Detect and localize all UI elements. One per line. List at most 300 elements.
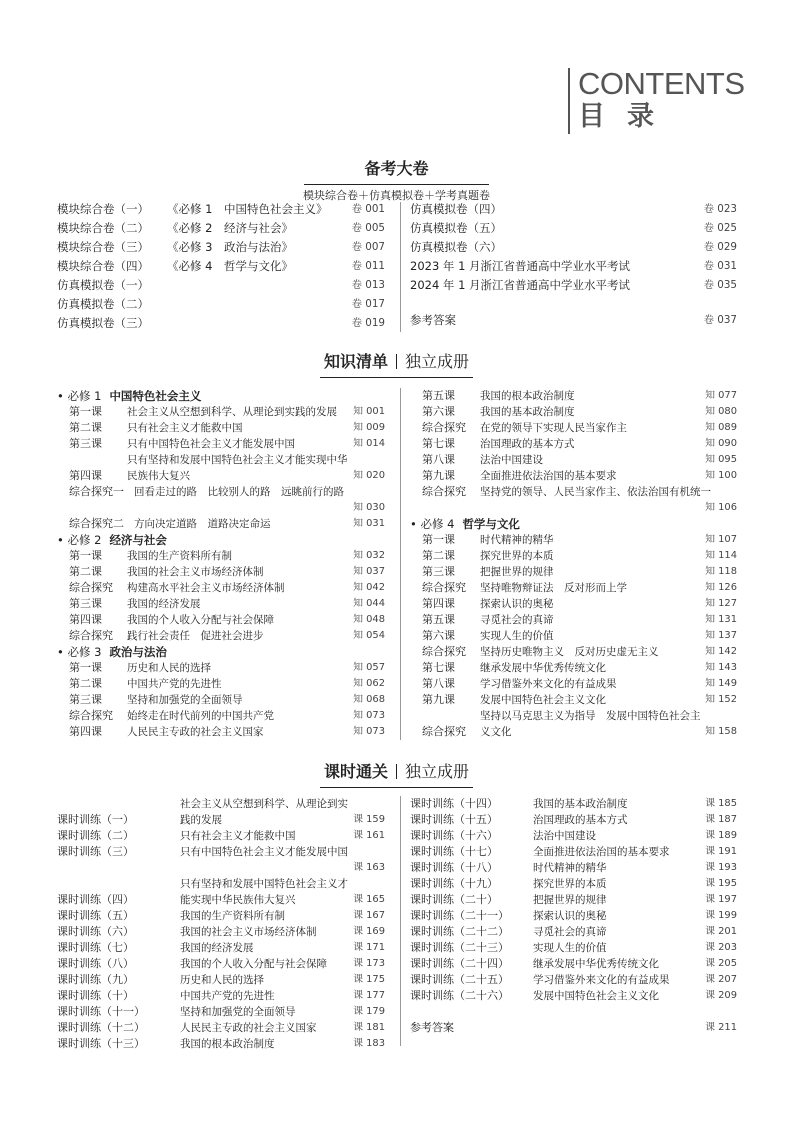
entry-title: 发展中国特色社会主义文化 [480,694,606,706]
page-number: 卷 023 [703,203,737,215]
toc-entry[interactable] [57,612,385,628]
entry-label: 2024 年 1 月浙江省普通高中学业水平考试 [410,278,631,292]
entry-label: 2023 年 1 月浙江省普通高中学业水平考试 [410,259,631,273]
toc-entry[interactable] [410,404,737,420]
toc-entry[interactable] [410,828,737,844]
toc-entry[interactable] [57,548,385,564]
toc-entry[interactable] [410,295,737,311]
entry-label: 第二课 [69,565,102,578]
entry-label: 第七课 [422,661,455,674]
toc-entry[interactable] [410,628,737,644]
toc-entry[interactable] [410,940,737,956]
entry-label: 综合探究 [69,581,113,594]
sec1-left-list [57,200,385,333]
entry-label: 综合探究一 [69,485,124,498]
entry-title: 我国的个人收入分配与社会保障 [180,958,327,970]
page-number: 课 187 [705,814,737,825]
entry-label: 仿真模拟卷（五） [410,221,502,235]
contents-title-en: CONTENTS [578,66,745,101]
entry-title: 回看走过的路 比较别人的路 远眺前行的路 [134,486,344,498]
entry-label: 第一课 [69,661,102,674]
toc-entry[interactable] [57,404,385,420]
entry-label: 第九课 [422,693,455,706]
toc-entry[interactable] [57,436,385,452]
entry-title: 探索认识的奥秘 [533,910,607,922]
page-number: 课 167 [353,910,385,921]
page-number: 课 193 [705,862,737,873]
page-number: 课 207 [705,974,737,985]
toc-entry[interactable] [410,956,737,972]
entry-label: 综合探究 [422,581,466,594]
page-number: 课 171 [353,942,385,953]
entry-title: 《必修 4 哲学与文化》 [167,259,293,273]
page-number: 知 073 [353,710,385,721]
toc-entry[interactable] [57,452,385,484]
toc-entry[interactable] [57,314,385,333]
page-number: 知 014 [353,438,385,449]
column-divider [400,388,401,740]
page-number: 课 175 [353,974,385,985]
page-number: 卷 017 [351,298,385,310]
entry-title: 法治中国建设 [480,454,543,466]
page-number: 课 179 [353,1006,385,1017]
entry-label: 课时训练（十三） [57,1037,145,1050]
section-heading: 备考大卷 [364,159,429,178]
entry-title: 探究世界的本质 [533,878,607,890]
entry-label: 第三课 [69,437,102,450]
page-number: 卷 025 [703,222,737,234]
toc-entry[interactable] [410,484,737,500]
entry-title: 只有中国特色社会主义才能发展中国 [180,846,348,858]
entry-label: 课时训练（十四） [410,797,498,810]
entry-title: 只有坚持和发展中国特色社会主义才能实现中华民族伟大复兴 [180,878,348,906]
page-number: 课 173 [353,958,385,969]
page-number: 卷 001 [351,203,385,215]
entry-label: 参考答案 [410,313,456,327]
module-name: 中国特色社会主义 [109,389,202,403]
entry-label: 第四课 [69,613,102,626]
toc-entry[interactable] [57,708,385,724]
entry-label: 课时训练（二十五） [410,973,509,986]
entry-label: 课时训练（十一） [57,1005,145,1018]
entry-label: 第一课 [69,405,102,418]
toc-entry[interactable] [410,388,737,404]
entry-label: 课时训练（十七） [410,845,498,858]
page-number: 课 169 [353,926,385,937]
page-number: 知 127 [705,598,737,609]
entry-title: 坚持以马克思主义为指导 发展中国特色社会主义文化 [480,710,701,738]
toc-entry[interactable] [410,796,737,812]
entry-label: 综合探究 [422,485,466,498]
entry-title: 寻觅社会的真谛 [533,926,607,938]
entry-title: 我国的生产资料所有制 [127,550,232,562]
toc-entry[interactable] [410,860,737,876]
toc-entry[interactable] [57,844,385,860]
page-number: 知 030 [353,502,385,513]
entry-title: 社会主义从空想到科学、从理论到实践的发展 [180,798,348,826]
entry-title: 中国共产党的先进性 [180,990,275,1002]
section-title-zhishi [0,349,793,378]
toc-entry[interactable] [410,580,737,596]
toc-entry[interactable] [57,295,385,314]
entry-title: 继承发展中华优秀传统文化 [533,958,659,970]
section-heading-note: 独立成册 [405,352,470,371]
entry-title: 探究世界的本质 [480,550,554,562]
toc-entry[interactable] [57,628,385,644]
toc-entry[interactable] [410,311,737,330]
page-number: 知 142 [705,646,737,657]
page-number: 知 137 [705,630,737,641]
entry-title: 我国的经济发展 [180,942,254,954]
toc-entry[interactable] [410,219,737,238]
toc-entry[interactable] [57,908,385,924]
page-number: 课 159 [353,814,385,825]
page-number: 知 032 [353,550,385,561]
entry-label: 综合探究 [69,709,113,722]
page-number: 课 191 [705,846,737,857]
entry-label: 课时训练（二十六） [410,989,509,1002]
entry-title: 我国的社会主义市场经济体制 [127,566,264,578]
entry-title: 实现人生的价值 [480,630,554,642]
module-heading: • 必修 1 中国特色社会主义 [57,389,202,403]
entry-label: 参考答案 [410,1021,454,1034]
entry-title: 只有社会主义才能救中国 [180,830,296,842]
toc-entry[interactable] [410,692,737,708]
entry-title: 历史和人民的选择 [180,974,264,986]
toc-entry[interactable] [57,660,385,676]
entry-label: 课时训练（四） [57,893,134,906]
toc-entry[interactable] [57,1036,385,1052]
page-number: 知 042 [353,582,385,593]
toc-entry[interactable] [57,1004,385,1020]
entry-label: 课时训练（十五） [410,813,498,826]
entry-title: 把握世界的规律 [480,566,554,578]
entry-label: 第四课 [69,469,102,482]
entry-title: 学习借鉴外来文化的有益成果 [480,678,617,690]
entry-label: 模块综合卷（三） [57,240,149,254]
column-divider [400,202,401,332]
sec1-right-list [410,200,737,330]
page-number: 卷 031 [703,260,737,272]
toc-entry[interactable] [57,988,385,1004]
toc-entry[interactable] [410,708,737,740]
toc-entry[interactable] [410,596,737,612]
page-number: 知 106 [705,502,737,513]
toc-entry[interactable] [57,238,385,257]
page-number: 卷 035 [703,279,737,291]
entry-label: 第八课 [422,453,455,466]
toc-entry[interactable] [57,564,385,580]
entry-title: 践行社会责任 促进社会进步 [127,630,264,642]
entry-title: 我国的基本政治制度 [533,798,628,810]
module-heading: • 必修 2 经济与社会 [57,533,167,547]
page-number: 知 089 [705,422,737,433]
entry-title: 坚持和加强党的全面领导 [127,694,243,706]
page-number: 课 209 [705,990,737,1001]
entry-title: 我国的经济发展 [127,598,201,610]
toc-entry[interactable] [57,676,385,692]
page-number: 知 100 [705,470,737,481]
toc-entry[interactable] [410,200,737,219]
entry-title: 坚持党的领导、人民当家作主、依法治国有机统一 [480,486,711,498]
contents-title-cn: 目录 [578,101,676,132]
page-number: 知 009 [353,422,385,433]
entry-title: 我国的根本政治制度 [180,1038,275,1050]
page-number: 课 183 [353,1038,385,1049]
page-number: 知 057 [353,662,385,673]
entry-label: 仿真模拟卷（二） [57,297,149,311]
entry-label: 第六课 [422,629,455,642]
entry-label: 仿真模拟卷（六） [410,240,502,254]
entry-label: 第四课 [69,725,102,738]
toc-entry[interactable] [410,468,737,484]
page-number: 知 062 [353,678,385,689]
entry-title: 我国的个人收入分配与社会保障 [127,614,274,626]
entry-title: 治国理政的基本方式 [533,814,628,826]
module-number: 必修 1 [67,389,102,403]
entry-label: 第五课 [422,613,455,626]
toc-entry[interactable] [410,1004,737,1020]
toc-entry[interactable] [410,876,737,892]
toc-entry[interactable] [410,612,737,628]
entry-title: 坚持和加强党的全面领导 [180,1006,296,1018]
entry-label: 课时训练（二十） [410,893,498,906]
toc-entry[interactable] [410,892,737,908]
entry-title: 方向决定道路 道路决定命运 [134,518,271,530]
entry-title: 只有社会主义才能救中国 [127,422,243,434]
page-number: 卷 013 [351,279,385,291]
entry-title: 时代精神的精华 [533,862,607,874]
page-number: 知 114 [705,550,737,561]
entry-title: 在党的领导下实现人民当家作主 [480,422,627,434]
entry-title: 我国的社会主义市场经济体制 [180,926,317,938]
toc-entry[interactable] [410,988,737,1004]
entry-page-line [57,500,385,516]
page-number: 知 020 [353,470,385,481]
page-number: 知 054 [353,630,385,641]
toc-entry[interactable] [410,257,737,276]
entry-title: 坚持历史唯物主义 反对历史虚无主义 [480,646,659,658]
toc-entry[interactable] [57,276,385,295]
page-number: 知 131 [705,614,737,625]
toc-entry[interactable] [57,956,385,972]
entry-label: 模块综合卷（二） [57,221,149,235]
page-number: 课 177 [353,990,385,1001]
toc-entry[interactable] [57,828,385,844]
toc-entry[interactable] [57,940,385,956]
entry-title: 我国的根本政治制度 [480,390,575,402]
section-subtitle: 模块综合卷＋仿真模拟卷＋学考真题卷 [303,189,490,202]
toc-entry[interactable] [410,548,737,564]
toc-entry[interactable] [57,257,385,276]
entry-label: 仿真模拟卷（三） [57,316,149,330]
entry-label: 第二课 [69,421,102,434]
entry-label: 第一课 [69,549,102,562]
toc-entry[interactable] [57,1020,385,1036]
page-number: 卷 007 [351,241,385,253]
toc-entry[interactable] [410,564,737,580]
section-title-keshi [0,759,793,788]
entry-label: 综合探究 [422,725,466,738]
toc-entry[interactable] [410,644,737,660]
entry-label: 第八课 [422,677,455,690]
entry-title: 人民民主专政的社会主义国家 [127,726,264,738]
toc-entry[interactable] [410,812,737,828]
entry-title: 寻觅社会的真谛 [480,614,554,626]
entry-label: 综合探究 [69,629,113,642]
entry-label: 课时训练（七） [57,941,134,954]
module-name: 经济与社会 [109,533,167,547]
entry-label: 第二课 [69,677,102,690]
page-number: 课 195 [705,878,737,889]
page-number: 课 211 [705,1022,737,1033]
entry-label: 课时训练（二十四） [410,957,509,970]
entry-title: 历史和人民的选择 [127,662,211,674]
page-number: 卷 005 [351,222,385,234]
entry-label: 课时训练（十六） [410,829,498,842]
entry-label: 第三课 [422,565,455,578]
toc-entry[interactable] [57,724,385,740]
toc-entry[interactable] [57,484,385,500]
toc-entry[interactable] [410,1020,737,1036]
entry-title: 实现人生的价值 [533,942,607,954]
toc-entry[interactable] [410,676,737,692]
section-heading: 知识清单 [323,352,388,371]
entry-title: 只有坚持和发展中国特色社会主义才能实现中华民族伟大复兴 [127,454,348,482]
page-number: 课 185 [705,798,737,809]
toc-entry[interactable] [57,796,385,828]
entry-title: 社会主义从空想到科学、从理论到实践的发展 [127,406,337,418]
entry-title: 《必修 2 经济与社会》 [167,221,293,235]
toc-entry[interactable] [57,596,385,612]
entry-title: 法治中国建设 [533,830,596,842]
entry-label: 第六课 [422,405,455,418]
entry-title: 我国的基本政治制度 [480,406,575,418]
column-divider [400,796,401,1046]
page-number: 课 199 [705,910,737,921]
entry-title: 探索认识的奥秘 [480,598,554,610]
page-number: 课 203 [705,942,737,953]
entry-label: 第九课 [422,469,455,482]
module-heading: • 必修 4 哲学与文化 [410,517,520,531]
entry-label: 课时训练（八） [57,957,134,970]
toc-entry[interactable] [57,876,385,908]
toc-entry[interactable] [410,420,737,436]
entry-page-line [57,860,385,876]
page-number: 知 126 [705,582,737,593]
toc-entry[interactable] [57,420,385,436]
entry-title: 全面推进依法治国的基本要求 [533,846,670,858]
page-number: 课 201 [705,926,737,937]
entry-label: 综合探究二 [69,517,124,530]
entry-label: 模块综合卷（四） [57,259,149,273]
entry-title: 《必修 3 政治与法治》 [167,240,293,254]
entry-label: 第三课 [69,693,102,706]
page-number: 知 090 [705,438,737,449]
entry-label: 课时训练（十九） [410,877,498,890]
entry-title: 我国的生产资料所有制 [180,910,285,922]
page-number: 课 205 [705,958,737,969]
entry-title: 继承发展中华优秀传统文化 [480,662,606,674]
toc-entry[interactable] [410,452,737,468]
entry-label: 课时训练（六） [57,925,134,938]
toc-entry[interactable] [57,200,385,219]
toc-entry[interactable] [410,436,737,452]
page-number: 知 158 [705,726,737,737]
section-heading-note: 独立成册 [405,762,470,781]
page-number: 知 068 [353,694,385,705]
toc-entry[interactable] [57,580,385,596]
page-number: 课 163 [353,862,385,873]
page-number: 知 152 [705,694,737,705]
page-number: 卷 019 [351,317,385,329]
page-number: 卷 011 [351,260,385,272]
toc-entry[interactable] [410,908,737,924]
toc-entry[interactable] [410,532,737,548]
entry-label: 第二课 [422,549,455,562]
entry-label: 课时训练（二十三） [410,941,509,954]
page-number: 卷 029 [703,241,737,253]
entry-label: 第五课 [422,389,455,402]
page-number: 知 118 [705,566,737,577]
page-number: 知 107 [705,534,737,545]
entry-label: 第三课 [69,597,102,610]
module-name: 哲学与文化 [462,517,520,531]
entry-label: 课时训练（二十一） [410,909,509,922]
entry-label: 课时训练（二） [57,829,134,842]
section-heading: 课时通关 [323,762,388,781]
toc-entry[interactable] [410,972,737,988]
entry-label: 课时训练（十） [57,989,134,1002]
entry-title: 全面推进依法治国的基本要求 [480,470,617,482]
toc-entry[interactable] [410,844,737,860]
page-number: 知 080 [705,406,737,417]
toc-entry[interactable] [410,660,737,676]
sec2-right-list [410,388,737,740]
page-number: 课 197 [705,894,737,905]
page-number: 知 001 [353,406,385,417]
entry-page-line [410,500,737,516]
toc-entry[interactable] [57,924,385,940]
toc-entry[interactable] [57,692,385,708]
sec3-right-list [410,796,737,1036]
entry-title: 时代精神的精华 [480,534,554,546]
entry-label: 综合探究 [422,421,466,434]
entry-label: 课时训练（三） [57,845,134,858]
toc-entry[interactable] [410,238,737,257]
entry-title: 《必修 1 中国特色社会主义》 [167,202,328,216]
entry-label: 第四课 [422,597,455,610]
module-number: 必修 4 [420,517,455,531]
entry-title: 中国共产党的先进性 [127,678,222,690]
entry-title: 学习借鉴外来文化的有益成果 [533,974,670,986]
toc-entry[interactable] [410,924,737,940]
toc-entry[interactable] [57,219,385,238]
entry-label: 第一课 [422,533,455,546]
entry-title: 把握世界的规律 [533,894,607,906]
entry-label: 课时训练（二十二） [410,925,509,938]
toc-entry[interactable] [57,516,385,532]
entry-label: 课时训练（一） [57,813,134,826]
toc-entry[interactable] [410,276,737,295]
page-number: 课 161 [353,830,385,841]
entry-label: 课时训练（五） [57,909,134,922]
page-number: 知 149 [705,678,737,689]
toc-entry[interactable] [57,972,385,988]
page-number: 知 048 [353,614,385,625]
page-number: 知 095 [705,454,737,465]
entry-label: 仿真模拟卷（四） [410,202,502,216]
